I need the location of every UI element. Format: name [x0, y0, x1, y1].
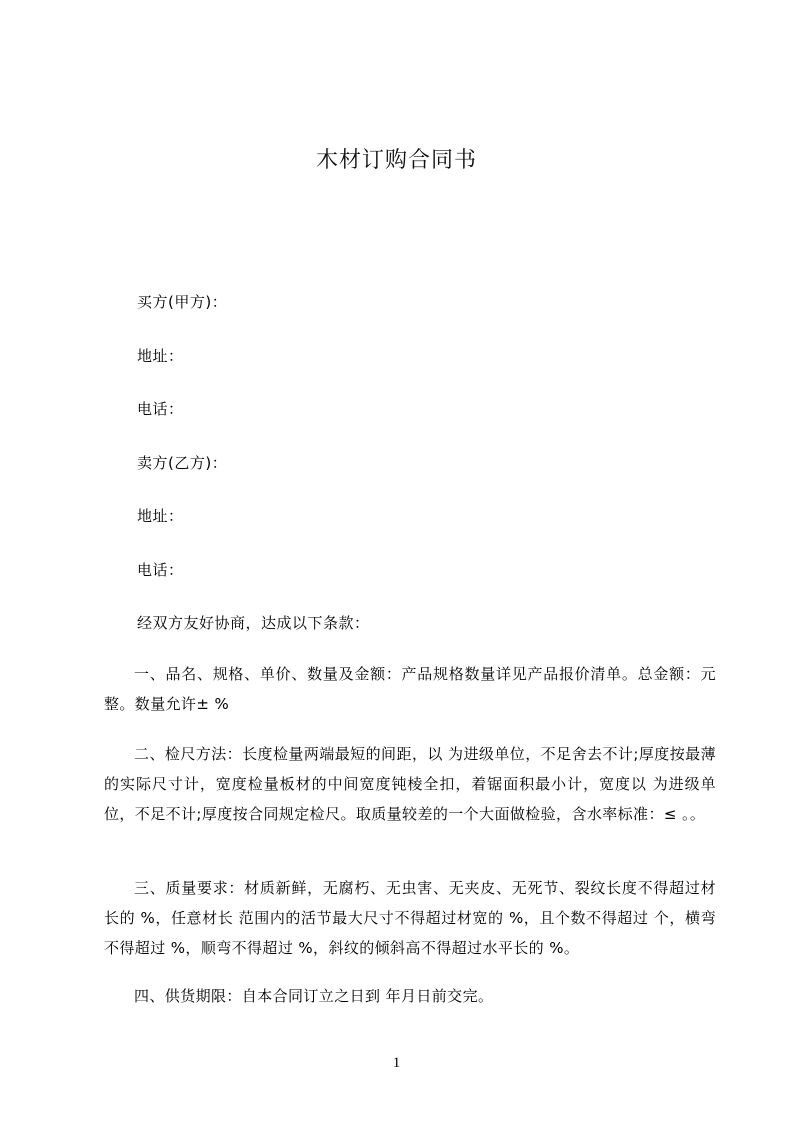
seller-phone-label: 电话： [137, 561, 184, 579]
seller-address-label: 地址： [137, 507, 184, 525]
clause-4: 四、供货期限：自本合同订立之日到 年月日前交完。 [134, 987, 494, 1005]
document-title: 木材订购合同书 [315, 148, 477, 173]
buyer-label: 买方(甲方)： [137, 293, 228, 311]
clause-1: 一、品名、规格、单价、数量及金额：产品规格数量详见产品报价清单。总金额：元整。数量允许± % [104, 665, 716, 713]
clause-3: 三、质量要求：材质新鲜，无腐朽、无虫害、无夹皮、无死节、裂纹长度不得超过材长的 %，任意材长 范围内的活节最大尺寸不得超过材宽的 %，且个数不得超过 个，横弯不得超过 %，顺弯不得超过 %，斜纹的倾斜高不得超过水平长的 %。 [104, 879, 716, 957]
page-number: 1 [392, 1055, 401, 1071]
seller-label: 卖方(乙方)： [137, 454, 228, 472]
clause-2: 二、检尺方法：长度检量两端最短的间距，以 为进级单位，不足舍去不计;厚度按最薄的实际尺寸计，宽度检量板材的中间宽度钝棱全扣，着锯面积最小计，宽度以 为进级单位，不足不计;厚度按合同规定检尺。取质量较差的一个大面做检验，含水率标准：≤ 。。 [104, 745, 716, 823]
buyer-address-label: 地址： [137, 347, 184, 365]
intro-text: 经双方友好协商，达成以下条款： [137, 614, 370, 632]
buyer-phone-label: 电话： [137, 400, 184, 418]
